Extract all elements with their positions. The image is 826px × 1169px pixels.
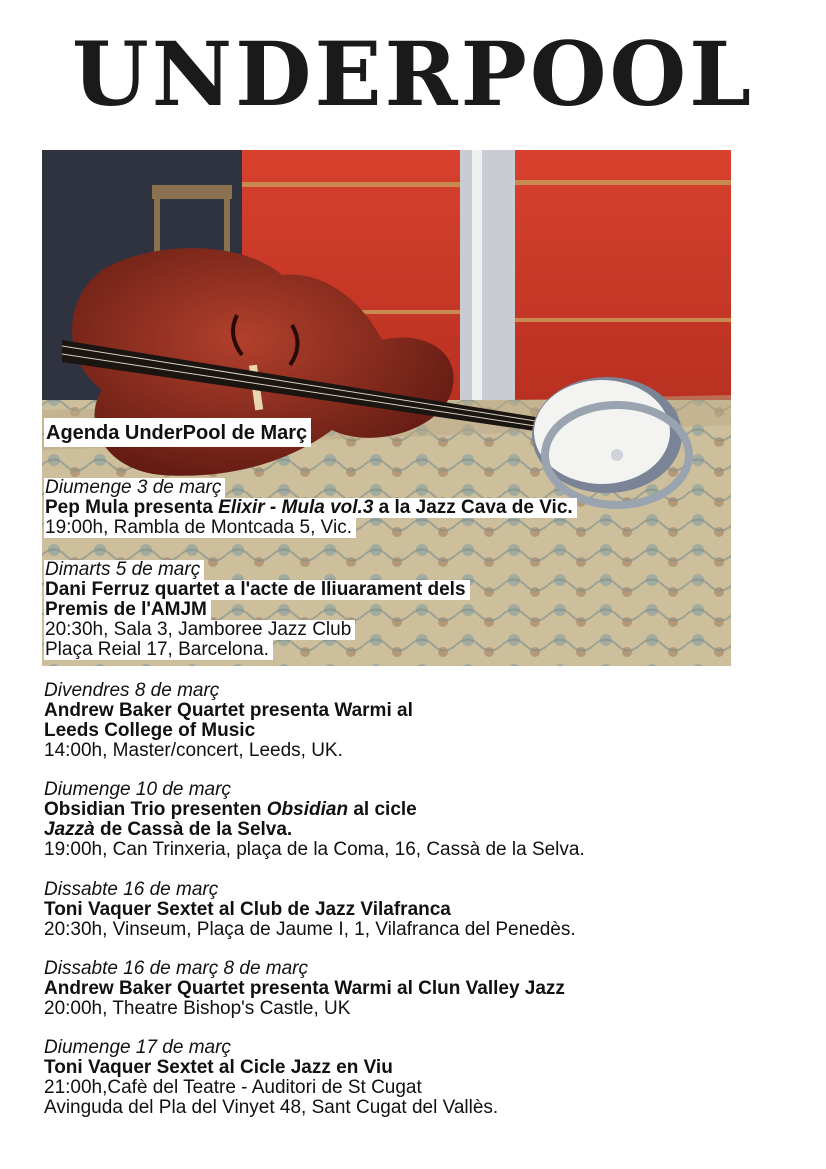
event-title: Premis de l'AMJM	[44, 600, 211, 620]
event-date: Dissabte 16 de març 8 de març	[44, 958, 309, 979]
event-info: 20:00h, Theatre Bishop's Castle, UK	[44, 998, 351, 1019]
event-info: 20:30h, Vinseum, Plaça de Jaume I, 1, Vilafranca del Penedès.	[44, 919, 576, 940]
event-date: Dimarts 5 de març	[44, 560, 204, 580]
event-title: Andrew Baker Quartet presenta Warmi al	[44, 700, 413, 721]
event-info: Avinguda del Pla del Vinyet 48, Sant Cugat del Vallès.	[44, 1097, 499, 1118]
event-title: Toni Vaquer Sextet al Club de Jazz Vilafranca	[44, 899, 451, 920]
event-date: Divendres 8 de març	[44, 680, 220, 701]
event-date: Diumenge 10 de març	[44, 779, 231, 800]
event-title: Jazzà de Cassà de la Selva.	[44, 819, 293, 840]
event-info: 14:00h, Master/concert, Leeds, UK.	[44, 740, 343, 761]
event-info: Plaça Reial 17, Barcelona.	[44, 640, 273, 660]
event-title: Andrew Baker Quartet presenta Warmi al Clun Valley Jazz	[44, 978, 565, 999]
event-item	[44, 1038, 498, 1118]
event-title: Dani Ferruz quartet a l'acte de lliuarament dels	[44, 580, 470, 600]
event-item	[44, 560, 470, 660]
event-date: Dissabte 16 de març	[44, 879, 219, 900]
event-date: Diumenge 3 de març	[44, 478, 225, 498]
event-title: Obsidian Trio presenten Obsidian al cicle	[44, 799, 417, 820]
event-info: 20:30h, Sala 3, Jamboree Jazz Club	[44, 620, 355, 640]
agenda-heading: Agenda UnderPool de Març	[44, 418, 311, 447]
event-info: 21:00h,Cafè del Teatre - Auditori de St Cugat	[44, 1077, 422, 1098]
event-title: Leeds College of Music	[44, 720, 256, 741]
event-title: Pep Mula presenta Elixir - Mula vol.3 a la Jazz Cava de Vic.	[44, 498, 577, 518]
event-item	[44, 959, 565, 1019]
event-title: Toni Vaquer Sextet al Cicle Jazz en Viu	[44, 1057, 393, 1078]
event-info: 19:00h, Can Trinxeria, plaça de la Coma, 16, Cassà de la Selva.	[44, 839, 585, 860]
event-item	[44, 478, 577, 538]
event-item	[44, 880, 576, 940]
event-item	[44, 780, 585, 860]
poster-title: UNDERPOOL	[71, 22, 755, 126]
event-item	[44, 681, 413, 761]
event-date: Diumenge 17 de març	[44, 1037, 231, 1058]
event-info: 19:00h, Rambla de Montcada 5, Vic.	[44, 518, 356, 538]
